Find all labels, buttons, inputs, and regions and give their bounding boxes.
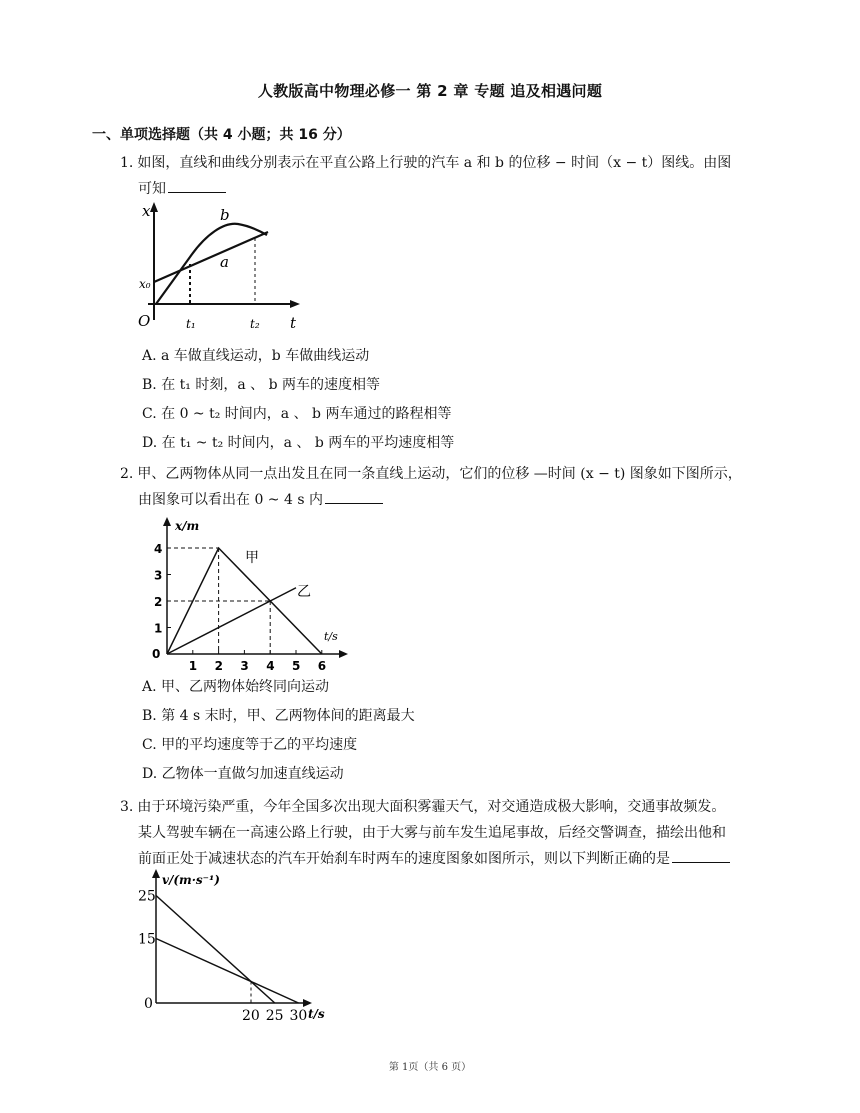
figure-q2 [142,516,357,671]
q2-option-d[interactable]: D. 乙物体一直做匀加速直线运动 [142,766,344,782]
series-jia-label: 甲 [245,550,259,566]
series-car-2-line [156,939,299,1004]
x-axis-arrow [303,999,312,1007]
x-axis-label: t [290,314,297,332]
x-tick-label: 6 [317,659,327,671]
line-a [154,232,268,282]
y-tick-label: 0 [144,996,153,1012]
question-stem-cont: 某人驾驶车辆在一高速公路上行驶，由于大雾与前车发生追尾事故，后经交警调查，描绘出他和 [138,825,726,841]
series-yi-line [167,588,296,654]
x-axis-arrow [339,650,348,658]
section-heading: 一、单项选择题（共 4 小题；共 16 分） [92,127,351,143]
question-number: 3. [120,799,134,815]
question-1 [120,150,775,202]
y-tick-label: 25 [138,888,156,905]
x-tick-label: 3 [240,659,249,671]
t1-label: t₁ [186,317,196,331]
v-t-graph [138,868,338,1023]
x-axis-label: t/s [324,630,338,643]
q2-option-c[interactable]: C. 甲的平均速度等于乙的平均速度 [142,737,358,753]
curve-b-label: b [220,206,230,224]
q1-option-a[interactable]: A. a 车做直线运动，b 车做曲线运动 [142,348,370,364]
x-t-graph-jia-yi [142,516,357,671]
question-stem-cont: 由图象可以看出在 0 ~ 4 s 内 [138,492,323,508]
q1-option-b[interactable]: B. 在 t₁ 时刻，a 、 b 两车的速度相等 [142,377,380,393]
y-axis-label: x/m [175,519,200,533]
curve-b [156,224,267,304]
y-axis-label: v/(m·s⁻¹) [162,873,220,887]
y-tick-label: 3 [154,568,163,583]
y-tick-label: 2 [154,595,163,609]
x-tick-label: 30 [289,1008,308,1023]
x-tick-label: 25 [265,1008,284,1023]
x-tick-label: 5 [292,659,301,671]
line-a-label: a [220,253,229,271]
question-3 [120,794,775,872]
y-tick-label: 1 [154,621,163,636]
series-yi-label: 乙 [297,584,311,600]
question-stem: 由于环境污染严重，今年全国多次出现大面积雾霾天气，对交通造成极大影响，交通事故频发。 [137,799,726,815]
x0-label: x₀ [139,277,151,291]
y-axis-arrow [150,202,158,212]
question-stem: 甲、乙两物体从同一点出发且在同一条直线上运动，它们的位移 —时间 (x − t) 图象如下图所示， [137,466,742,482]
answer-blank[interactable] [672,848,730,863]
y-axis-label: x [142,202,151,220]
y-tick-label: 15 [138,931,156,948]
x-axis-label: t/s [308,1007,325,1021]
page-title: 人教版高中物理必修一 第 2 章 专题 追及相遇问题 [257,82,603,100]
y-axis-arrow [152,869,160,878]
question-stem-cont: 前面正处于减速状态的汽车开始刹车时两车的速度图象如图所示，则以下判断正确的是 [138,851,670,867]
question-2 [120,461,775,513]
x-tick-label: 2 [214,659,223,671]
x-tick-label: 1 [188,659,198,671]
t2-label: t₂ [250,317,260,331]
x-tick-label: 4 [266,659,275,671]
answer-blank[interactable] [168,178,226,193]
figure-q3 [138,868,338,1023]
figure-q1 [134,200,314,335]
x-t-graph [134,200,314,335]
question-number: 1. [120,155,134,171]
x-axis-arrow [290,300,300,308]
y-tick-label: 4 [154,542,163,556]
origin-label: 0 [152,647,161,661]
question-number: 2. [120,466,134,482]
y-axis-arrow [163,517,171,526]
q2-option-a[interactable]: A. 甲、乙两物体始终同向运动 [142,679,330,695]
x-tick-label: 20 [242,1008,260,1023]
page-footer: 第 1页（共 6 页） [388,1062,472,1073]
q1-option-c[interactable]: C. 在 0 ~ t₂ 时间内，a 、 b 两车通过的路程相等 [142,406,452,422]
question-stem-cont: 可知 [138,181,166,197]
series-car-1-line [156,896,275,1004]
q2-option-b[interactable]: B. 第 4 s 末时，甲、乙两物体间的距离最大 [142,708,415,724]
question-stem: 如图，直线和曲线分别表示在平直公路上行驶的汽车 a 和 b 的位移 − 时间（x − t）图线。由图 [137,155,732,171]
q1-option-d[interactable]: D. 在 t₁ ~ t₂ 时间内，a 、 b 两车的平均速度相等 [142,435,455,451]
answer-blank[interactable] [325,489,383,504]
origin-label: O [138,312,151,330]
